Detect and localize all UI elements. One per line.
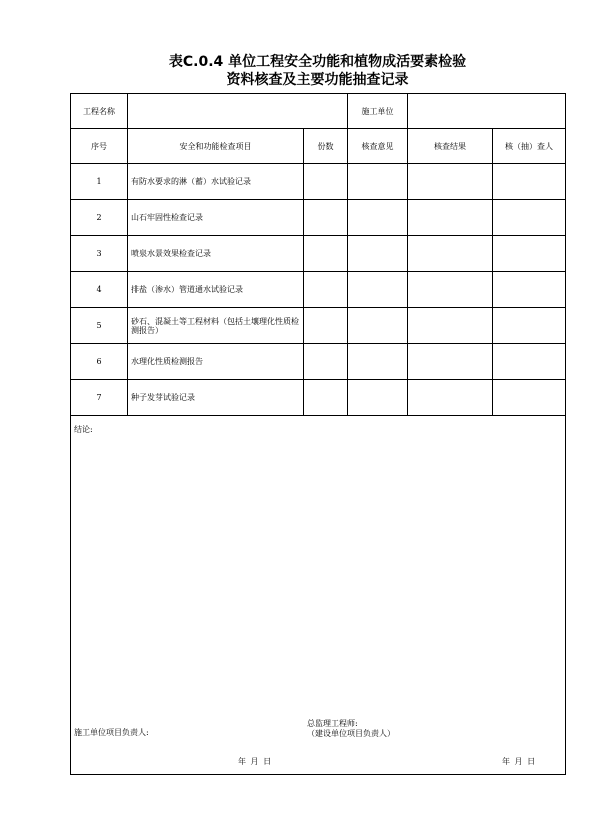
col-header-checker: 核（抽）查人 xyxy=(493,129,566,164)
row-copies-cell[interactable] xyxy=(304,236,348,272)
col-header-opinion: 核查意见 xyxy=(348,129,408,164)
row-copies-cell[interactable] xyxy=(304,308,348,344)
contractor-signature-label: 施工单位项目负责人: xyxy=(74,728,149,737)
row-item: 种子发芽试验记录 xyxy=(128,380,304,416)
document-title-line-1: 表C.0.4 单位工程安全功能和植物成活要素检验 xyxy=(168,54,467,70)
row-checker-cell[interactable] xyxy=(493,380,566,416)
project-info-row xyxy=(71,94,566,129)
row-opinion-cell[interactable] xyxy=(348,272,408,308)
row-seq: 6 xyxy=(71,344,128,380)
table-row xyxy=(71,236,566,272)
supervisor-date: 年 月 日 xyxy=(502,757,537,766)
row-item: 排盐（渗水）管道通水试验记录 xyxy=(128,272,304,308)
row-result-cell[interactable] xyxy=(408,272,493,308)
row-checker-cell[interactable] xyxy=(493,200,566,236)
row-opinion-cell[interactable] xyxy=(348,236,408,272)
project-name-label: 工程名称 xyxy=(71,94,128,129)
table-row xyxy=(71,308,566,344)
col-header-item: 安全和功能检查项目 xyxy=(128,129,304,164)
row-result-cell[interactable] xyxy=(408,164,493,200)
row-checker-cell[interactable] xyxy=(493,308,566,344)
table-row xyxy=(71,272,566,308)
row-opinion-cell[interactable] xyxy=(348,308,408,344)
row-item: 水理化性质检测报告 xyxy=(128,344,304,380)
table-row xyxy=(71,200,566,236)
row-seq: 7 xyxy=(71,380,128,416)
row-opinion-cell[interactable] xyxy=(348,164,408,200)
row-checker-cell[interactable] xyxy=(493,344,566,380)
row-result-cell[interactable] xyxy=(408,236,493,272)
inspection-record-table xyxy=(70,93,566,775)
contractor-date: 年 月 日 xyxy=(238,757,273,766)
conclusion-row xyxy=(71,416,566,775)
row-checker-cell[interactable] xyxy=(493,164,566,200)
row-seq: 4 xyxy=(71,272,128,308)
row-copies-cell[interactable] xyxy=(304,380,348,416)
col-header-seq: 序号 xyxy=(71,129,128,164)
row-item: 喷泉水景效果检查记录 xyxy=(128,236,304,272)
table-row xyxy=(71,380,566,416)
row-result-cell[interactable] xyxy=(408,308,493,344)
project-name-field[interactable] xyxy=(128,94,348,129)
row-opinion-cell[interactable] xyxy=(348,380,408,416)
row-result-cell[interactable] xyxy=(408,200,493,236)
row-seq: 1 xyxy=(71,164,128,200)
row-checker-cell[interactable] xyxy=(493,236,566,272)
row-copies-cell[interactable] xyxy=(304,272,348,308)
col-header-result: 核查结果 xyxy=(408,129,493,164)
row-result-cell[interactable] xyxy=(408,344,493,380)
col-header-copies: 份数 xyxy=(304,129,348,164)
row-checker-cell[interactable] xyxy=(493,272,566,308)
row-seq: 2 xyxy=(71,200,128,236)
column-header-row xyxy=(71,129,566,164)
supervisor-signature-label xyxy=(307,719,395,739)
row-result-cell[interactable] xyxy=(408,380,493,416)
document-title-line-2: 资料核查及主要功能抽查记录 xyxy=(226,72,409,88)
row-copies-cell[interactable] xyxy=(304,344,348,380)
row-seq: 3 xyxy=(71,236,128,272)
conclusion-section[interactable] xyxy=(71,416,566,775)
row-opinion-cell[interactable] xyxy=(348,200,408,236)
table-row xyxy=(71,164,566,200)
table-row xyxy=(71,344,566,380)
supervisor-signature-line-1: 总监理工程师: xyxy=(307,719,358,728)
row-item: 有防水要求的淋（蓄）水试验记录 xyxy=(128,164,304,200)
conclusion-label: 结论: xyxy=(74,425,93,434)
row-copies-cell[interactable] xyxy=(304,200,348,236)
contractor-label: 施工单位 xyxy=(348,94,408,129)
row-item: 山石牢固性检查记录 xyxy=(128,200,304,236)
row-copies-cell[interactable] xyxy=(304,164,348,200)
contractor-field[interactable] xyxy=(408,94,566,129)
row-opinion-cell[interactable] xyxy=(348,344,408,380)
row-seq: 5 xyxy=(71,308,128,344)
row-item: 砂石、混凝土等工程材料（包括土壤理化性质检测报告） xyxy=(128,308,304,344)
supervisor-signature-line-2: （建设单位项目负责人） xyxy=(307,729,395,738)
